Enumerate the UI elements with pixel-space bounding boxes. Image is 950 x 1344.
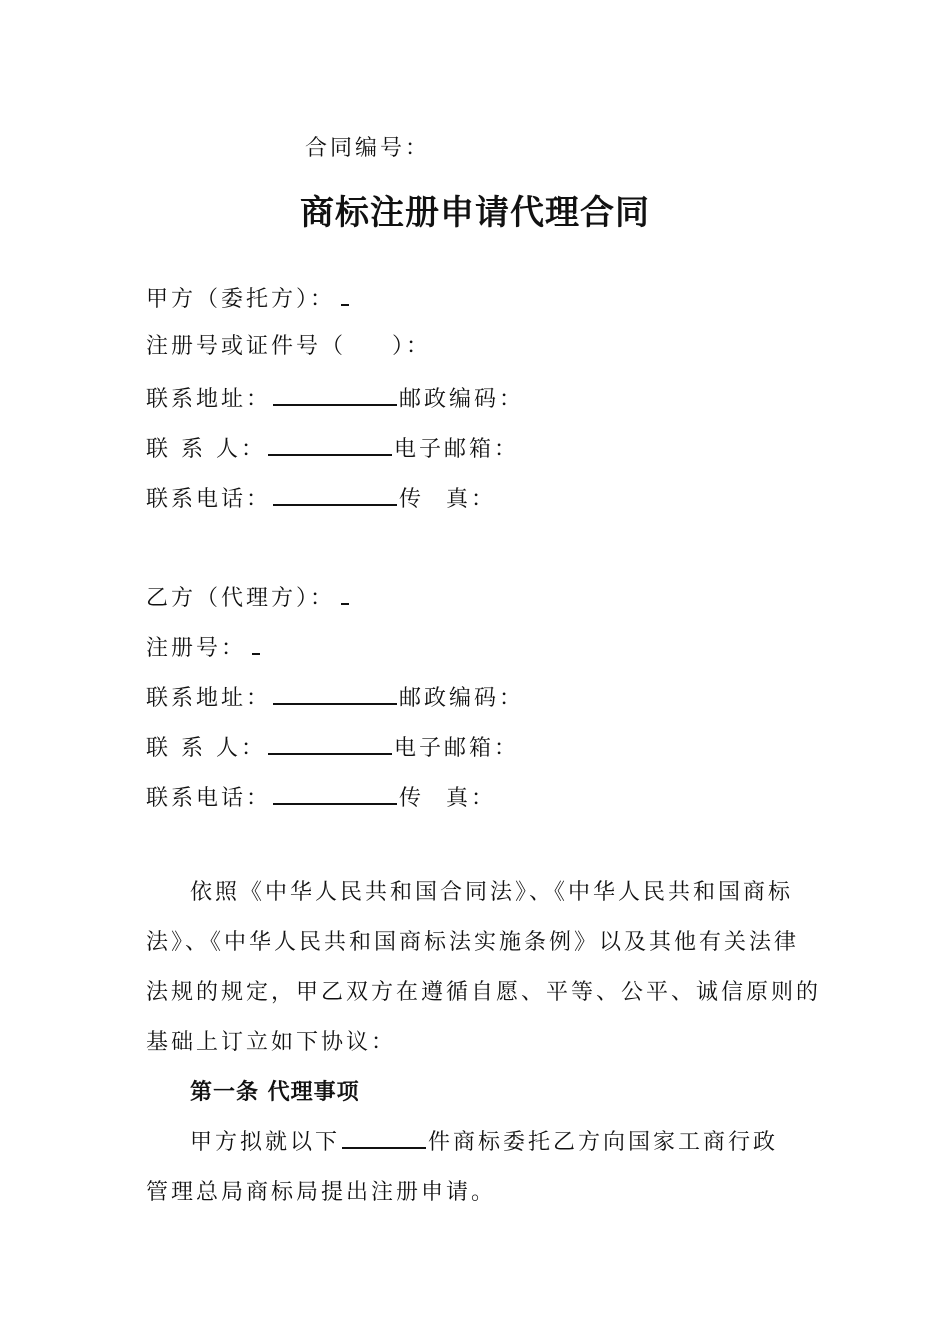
document-title: 商标注册申请代理合同 <box>300 193 650 233</box>
party-b-address-label: 联系地址： <box>146 686 272 711</box>
party-a-phone-blank[interactable] <box>273 482 397 506</box>
trademark-count-blank[interactable] <box>342 1125 426 1149</box>
preamble-line-1: 依照《中华人民共和国合同法》、《中华人民共和国商标 <box>190 880 794 905</box>
party-b-name-blank[interactable] <box>341 581 349 605</box>
party-b-fax-label-1: 传 <box>399 786 425 811</box>
party-a-name-blank[interactable] <box>341 282 349 306</box>
party-a-contact-blank[interactable] <box>268 432 392 456</box>
contract-number-label: 合同编号： <box>305 136 431 161</box>
preamble-paragraph <box>146 868 822 1068</box>
article-1-paragraph <box>146 1118 808 1218</box>
party-a-contact-line <box>146 432 519 465</box>
party-b-phone-line <box>146 781 496 814</box>
party-a-phone-line <box>146 482 496 515</box>
party-a-regno-label-pre: 注册号或证件号（ <box>146 334 347 359</box>
party-a-address-blank[interactable] <box>273 382 397 406</box>
party-b-address-line <box>146 681 524 714</box>
party-a-regno-line <box>146 332 431 362</box>
article-1-line-1-pre: 甲方拟就以下 <box>190 1130 341 1155</box>
party-b-phone-label: 联系电话： <box>146 786 272 811</box>
party-b-contact-label: 联 系 人： <box>146 736 266 761</box>
party-b-contact-blank[interactable] <box>268 731 392 755</box>
party-a-name-label: 甲方（委托方）： <box>146 287 336 312</box>
article-1-heading: 第一条 代理事项 <box>190 1080 360 1105</box>
party-a-regno-label-post: ）： <box>392 334 432 359</box>
party-b-email-label: 电子邮箱： <box>394 736 520 761</box>
party-b-regno-label: 注册号： <box>146 636 247 661</box>
party-a-email-label: 电子邮箱： <box>394 437 520 462</box>
party-a-name-line <box>146 282 351 315</box>
party-b-address-blank[interactable] <box>273 681 397 705</box>
party-b-fax-label-2: 真： <box>446 786 497 811</box>
party-b-phone-blank[interactable] <box>273 781 397 805</box>
party-b-name-line <box>146 581 351 614</box>
article-1-line-2: 管理总局商标局提出注册申请。 <box>146 1180 497 1205</box>
preamble-line-3: 法规的规定，甲乙双方在遵循自愿、平等、公平、诚信原则的 <box>146 980 822 1005</box>
party-b-regno-blank[interactable] <box>252 631 260 655</box>
party-b-contact-line <box>146 731 519 764</box>
party-a-contact-label: 联 系 人： <box>146 437 266 462</box>
party-a-fax-label-2: 真： <box>446 487 497 512</box>
article-1-line-1-post: 件商标委托乙方向国家工商行政 <box>428 1130 779 1155</box>
article-1-line-1 <box>146 1118 808 1168</box>
party-a-postcode-label: 邮政编码： <box>399 387 525 412</box>
party-a-address-line <box>146 382 524 415</box>
party-b-postcode-label: 邮政编码： <box>399 686 525 711</box>
party-a-phone-label: 联系电话： <box>146 487 272 512</box>
party-b-name-label: 乙方（代理方）： <box>146 586 336 611</box>
party-b-regno-line <box>146 631 262 664</box>
party-a-address-label: 联系地址： <box>146 387 272 412</box>
party-a-fax-label-1: 传 <box>399 487 425 512</box>
preamble-line-4: 基础上订立如下协议： <box>146 1030 397 1055</box>
preamble-line-2: 法》、《中华人民共和国商标法实施条例》以及其他有关法律 <box>146 930 800 955</box>
